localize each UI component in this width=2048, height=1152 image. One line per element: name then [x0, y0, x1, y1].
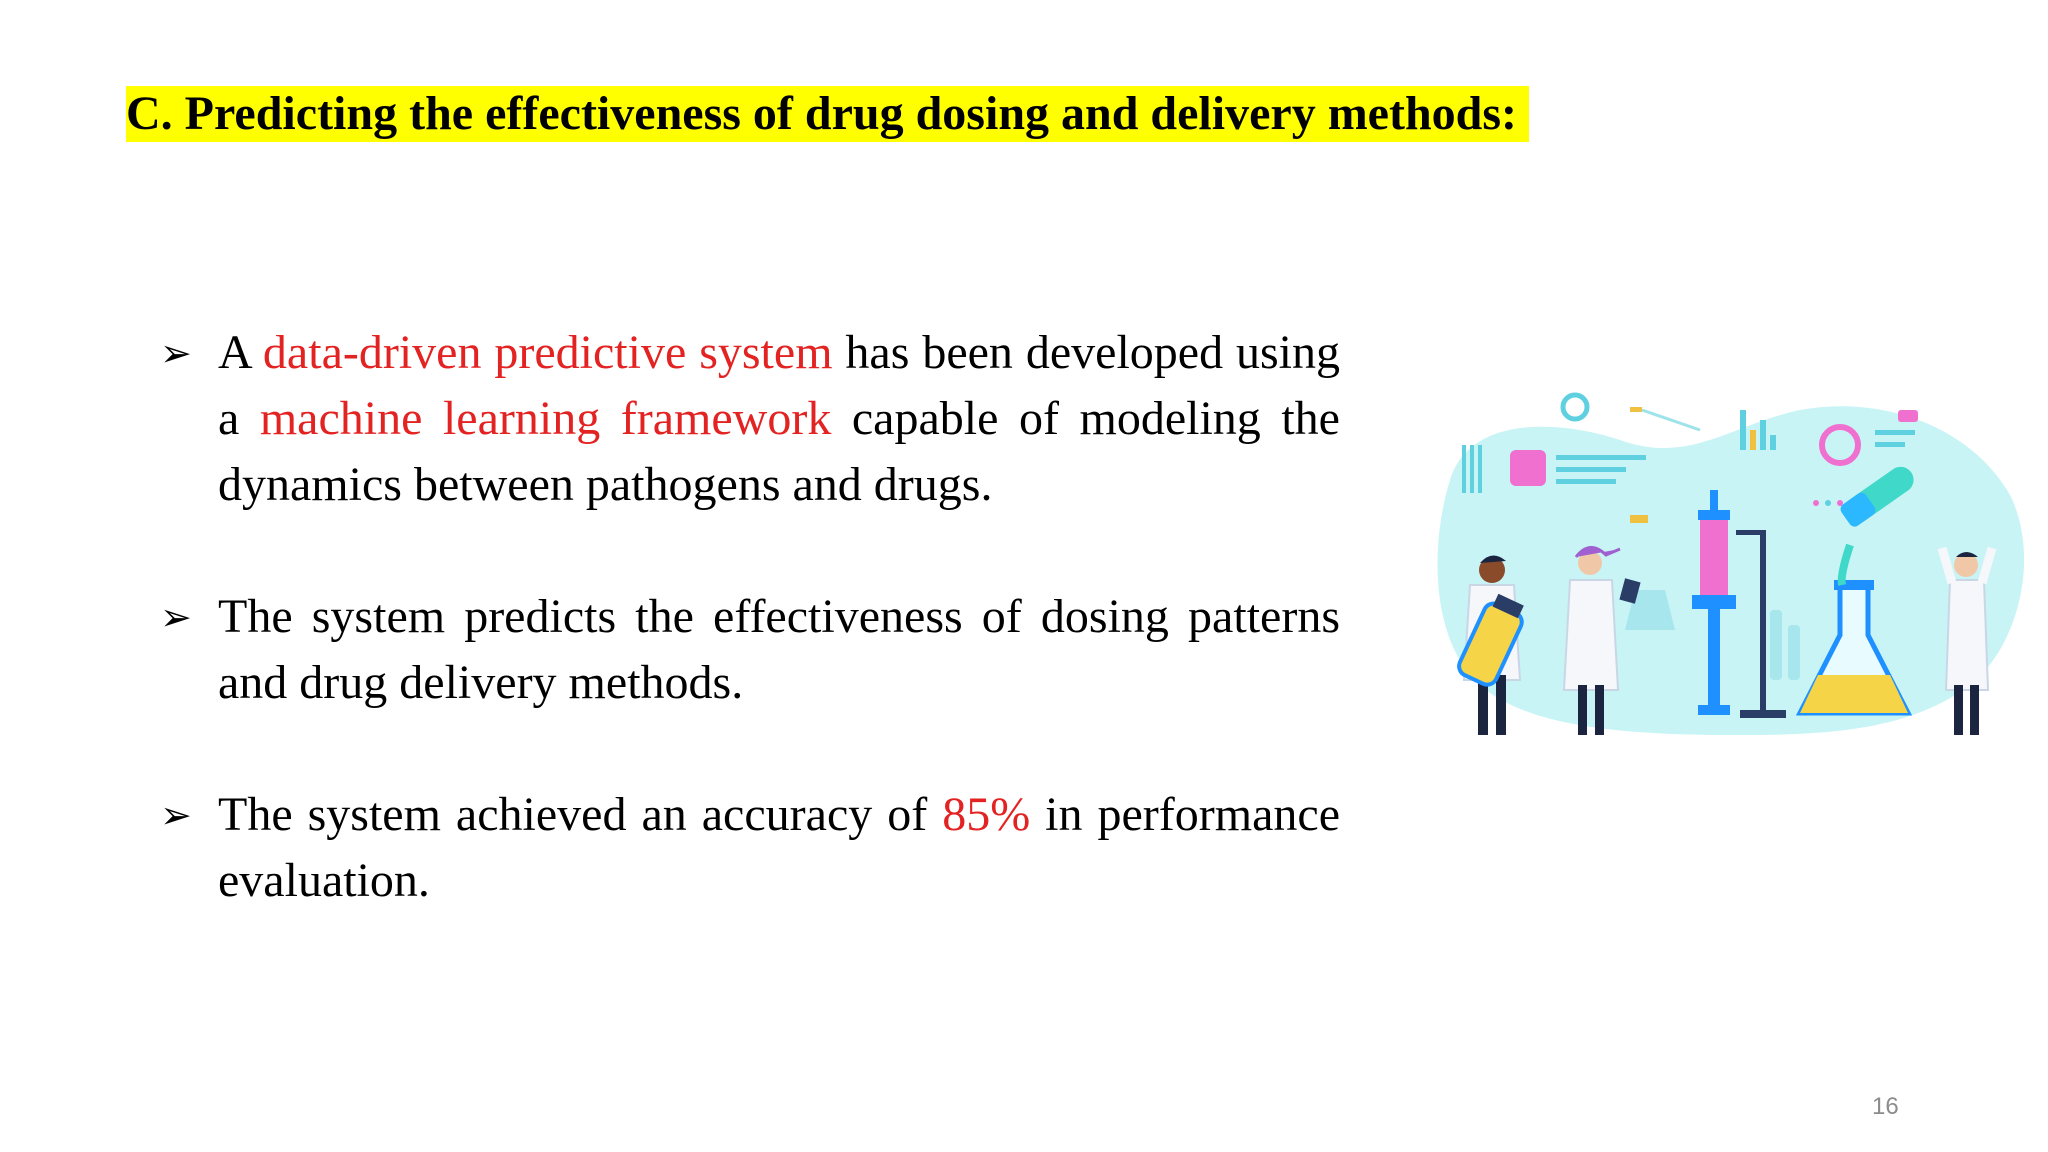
slide-title: C. Predicting the effectiveness of drug dosing and delivery methods:	[126, 86, 1529, 142]
arrowhead-bullet-icon: ➢	[160, 331, 192, 375]
bullet-item	[160, 584, 1340, 716]
emphasis-text: data-driven predictive system	[262, 326, 833, 379]
bullet-segment: capable of modeling the dynamics between pathogens and drugs.	[218, 392, 1340, 511]
bullet-text	[218, 782, 1340, 914]
page-number: 16	[1872, 1093, 1899, 1120]
bullet-item	[160, 782, 1340, 914]
bullet-segment: The system predicts the effectiveness of dosing patterns and drug delivery methods.	[218, 590, 1340, 709]
bullet-text	[218, 320, 1340, 518]
scientist-right	[1942, 548, 1992, 735]
bullet-segment: The system achieved an accuracy of	[218, 788, 943, 841]
bullet-item	[160, 320, 1340, 518]
arrowhead-bullet-icon: ➢	[160, 595, 192, 639]
bullet-segment: A	[218, 326, 263, 379]
bullet-segment: in performance evaluation.	[218, 788, 1341, 907]
emphasis-text: 85%	[942, 788, 1031, 841]
bullet-text	[218, 584, 1340, 716]
emphasis-text: machine learning framework	[259, 392, 832, 445]
bullet-segment: has been developed using a	[218, 326, 1341, 445]
scientists-laboratory-illustration	[1410, 385, 2035, 765]
bullet-list	[160, 320, 1340, 914]
arrowhead-bullet-icon: ➢	[160, 793, 192, 837]
